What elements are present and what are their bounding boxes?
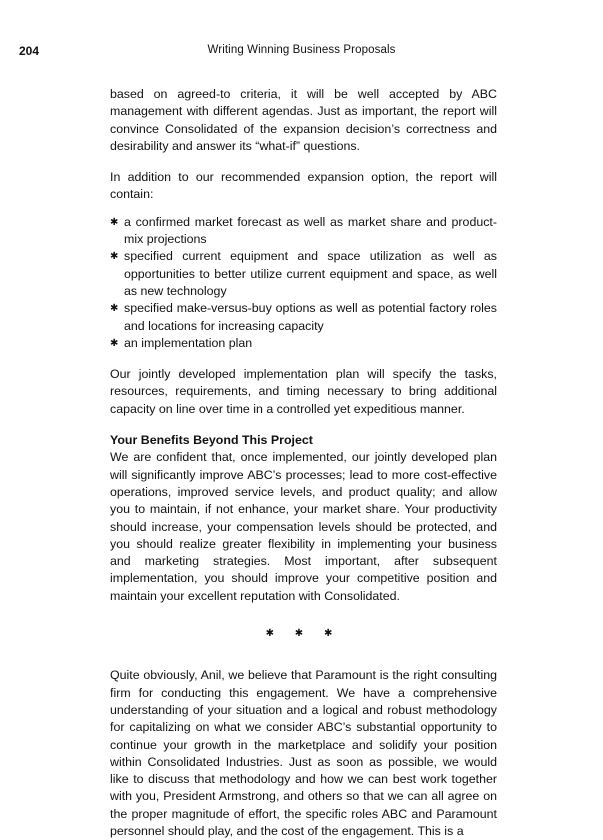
page-header <box>0 44 603 58</box>
list-item-text: an implementation plan <box>124 335 253 350</box>
list-item <box>110 335 497 352</box>
paragraph-closing: Quite obviously, Anil, we believe that Paramount is the right consulting firm for conducting this engagement. We have a comprehensive understanding of your situation and a logical and robust methodology for capitalizing on what we consider ABC’s substantial opportunity to continue your growth in the marketplace and solidify your position within Consolidated Industries. Just as soon as possible, we would like to discuss that methodology and how we can best work together with you, President Armstrong, and others so that we can all agree on the proper magnitude of effort, the specific roles ABC and Paramount personnel should play, and the cost of the engagement. This is a <box>110 668 497 838</box>
list-item <box>110 248 497 300</box>
page-number: 204 <box>19 44 40 58</box>
running-title: Writing Winning Business Proposals <box>207 44 396 56</box>
section-heading: Your Benefits Beyond This Project <box>110 433 313 448</box>
bullet-list <box>110 214 497 352</box>
list-item-text: specified current equipment and space utilization as well as opportunities to better utilize current equipment and space, as well as new technology <box>124 249 497 298</box>
list-item <box>110 300 497 335</box>
page-body <box>110 86 497 840</box>
list-item <box>110 214 497 249</box>
section-separator: ✱ ✱ ✱ <box>265 628 342 640</box>
asterisk-bullet-icon: ✱ <box>110 303 119 315</box>
list-item-text: a confirmed market forecast as well as market share and product-mix projections <box>124 214 497 247</box>
asterisk-bullet-icon: ✱ <box>110 216 119 228</box>
asterisk-bullet-icon: ✱ <box>110 337 119 349</box>
paragraph-implementation-plan: Our jointly developed implementation plan will specify the tasks, resources, requirements, and timing necessary to bring additional capacity on line over time in a controlled yet expeditious manner. <box>110 367 497 416</box>
paragraph-intro-continuation: based on agreed-to criteria, it will be well accepted by ABC management with different agendas. Just as important, the report will convince Consolidated of the expansion decision’s correctness and desirability and answer its “what-if” questions. <box>110 87 497 153</box>
asterisk-bullet-icon: ✱ <box>110 251 119 263</box>
paragraph-report-contents: In addition to our recommended expansion option, the report will contain: <box>110 170 497 202</box>
paragraph-benefits: We are confident that, once implemented, our jointly developed plan will significantly improve ABC’s processes; lead to more cost-effective operations, improved service levels, and product quality; and allow you to maintain, if not enhance, your market share. Your productivity should increase, your compensation levels should be protected, and you should realize greater flexibility in implementing your business and marketing strategies. Most important, after subsequent implementation, you should improve your competitive position and maintain your excellent reputation with Consolidated. <box>110 450 497 603</box>
list-item-text: specified make-versus-buy options as well as potential factory roles and locations for increasing capacity <box>124 301 497 333</box>
